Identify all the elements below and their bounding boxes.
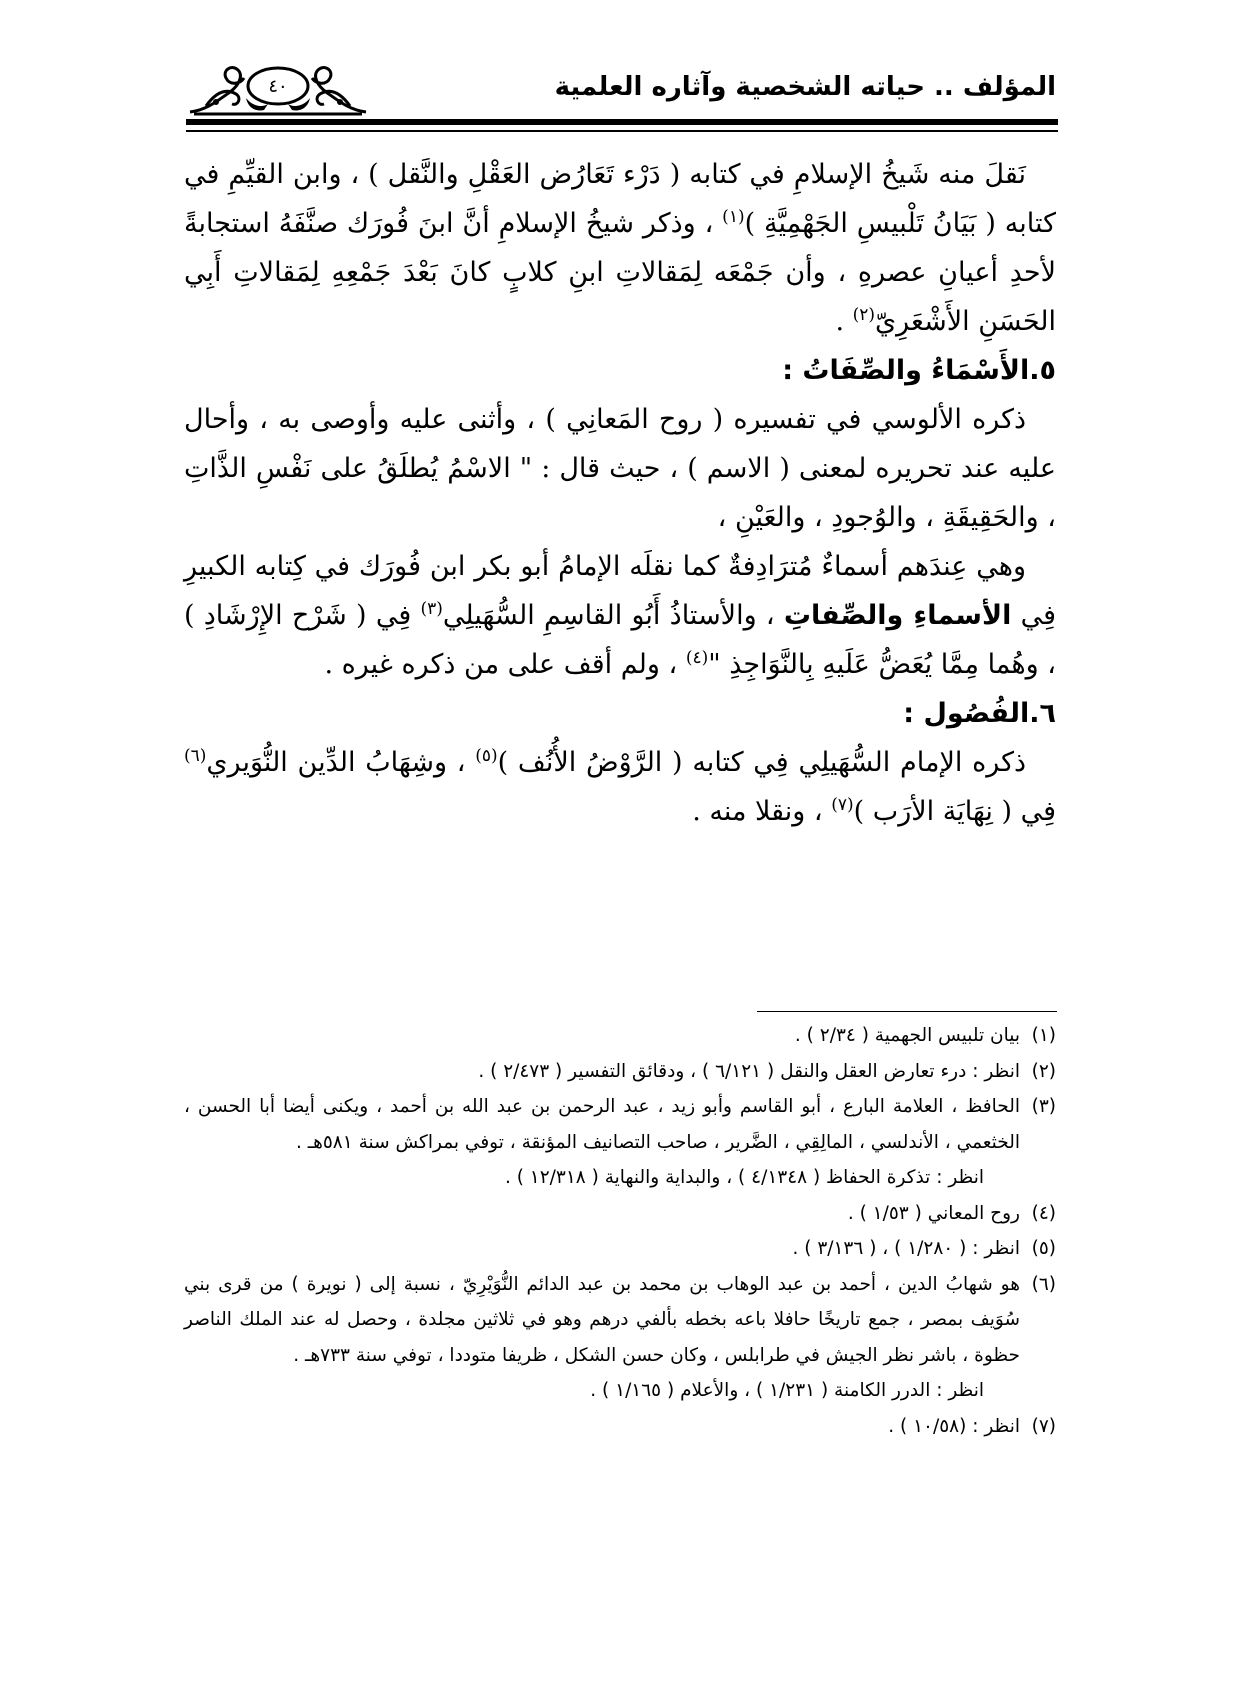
- footnote-1: [184, 1018, 1056, 1054]
- header-rule-thick: [186, 119, 1058, 125]
- paragraph-3: [184, 542, 1056, 689]
- paragraph-text: فِي ( نِهَايَة الأرَب ): [853, 796, 1056, 827]
- paragraph-text: وهي عِندَهم أسماءٌ مُترَادِفةٌ كما نقلَه الإمامُ أبو بكر ابن فُورَك في كِتابه الكبيرِ فِي: [184, 551, 1057, 631]
- footnote-2: [184, 1054, 1056, 1090]
- paragraph-2: ذكره الألوسي في تفسيره ( روح المَعانِي ) ، وأثنى عليه وأوصى به ، وأحال عليه عند تحريره لمعنى ( الاسم ) ، حيث قال : " الاسْمُ يُطلَقُ على نَفْسِ الذَّاتِ ، والحَقِيقَةِ ، والوُجودِ ، والعَيْنِ ،: [184, 404, 1056, 533]
- footnote-number: (٤): [1031, 1202, 1056, 1224]
- footnote-ref-1[interactable]: (١): [722, 207, 745, 227]
- footnote-ref-5[interactable]: (٥): [475, 746, 498, 766]
- footnote-number: (٥): [1031, 1238, 1056, 1259]
- footnote-text: انظر : ( ١/٢٨٠ ) ، ( ٣/١٣٦ ) .: [792, 1238, 1020, 1259]
- running-header-title: المؤلف .. حياته الشخصية وآثاره العلمية: [554, 72, 1056, 102]
- footnote-6: [184, 1267, 1056, 1374]
- footnote-5: [184, 1231, 1056, 1267]
- footnotes: [184, 1018, 1056, 1444]
- footnote-number: (٢): [1031, 1060, 1056, 1082]
- paragraph-text: نَقلَ منه شَيخُ الإسلامِ في كتابه ( دَرْء تَعَارُض العَقْلِ والنَّقل ) ، وابن القيِّمِ في كتابه ( بَيَانُ تَلْبيسِ الجَهْمِيَّةِ ): [184, 159, 1056, 239]
- paragraph-4: [184, 738, 1056, 836]
- footnote-3-reference: انظر : تذكرة الحفاظ ( ٤/١٣٤٨ ) ، والبداية والنهاية ( ١٢/٣١٨ ) .: [504, 1167, 984, 1188]
- header-rule-thin: [186, 130, 1058, 132]
- footnote-ref-6[interactable]: (٦): [184, 746, 207, 766]
- paragraph-text: ، ونقلا منه .: [692, 796, 832, 827]
- footnote-6-reference: انظر : الدرر الكامنة ( ١/٢٣١ ) ، والأعلام ( ١/١٦٥ ) .: [590, 1380, 984, 1401]
- paragraph-text: فِي ( شَرْح الإِرْشَادِ ) ، وهُما مِمَّا يُعَضُّ عَلَيهِ بِالنَّوَاجِذِ ": [184, 600, 1056, 680]
- footnote-ref-2[interactable]: (٢): [852, 305, 876, 325]
- paragraph-text: ذكره الإمام السُّهَيلِي فِي كتابه ( الرَّوْضُ الأُنُف ): [497, 747, 1026, 778]
- footnote-4: [184, 1196, 1056, 1232]
- footnote-number: (٧): [1031, 1415, 1056, 1437]
- footnote-number: (١): [1031, 1025, 1056, 1046]
- book-title-emphasis: الأسماءِ والصِّفاتِ: [783, 600, 1012, 631]
- paragraph-1: [184, 150, 1056, 346]
- section-heading-6: ٦.الفُصُول :: [903, 698, 1056, 729]
- footnote-text: روح المعاني ( ١/٥٣ ) .: [847, 1202, 1020, 1224]
- footnote-number: (٦): [1031, 1273, 1056, 1295]
- footnote-ref-3[interactable]: (٣): [420, 599, 443, 619]
- main-text: [184, 150, 1056, 836]
- footnote-ref-4[interactable]: (٤): [685, 648, 709, 668]
- paragraph-text: ، وذكر شيخُ الإسلامِ أنَّ ابنَ فُورَك صنَّفَهُ استجابةً لأحدِ أعيانِ عصرهِ ، وأن جَمْعَه لِمَقالاتِ ابنِ كلابٍ كانَ بَعْدَ جَمْعِهِ لِمَقالاتِ أَبِي الحَسَنِ الأَشْعَرِيّ: [184, 208, 1056, 337]
- footnote-3: [184, 1089, 1056, 1160]
- page-number: ٤٠: [268, 76, 288, 97]
- footnote-text: الحافظ ، العلامة البارع ، أبو القاسم وأبو زيد ، عبد الرحمن بن عبد الله بن أحمد ، ويكنى أيضا أبا الحسن ، الخثعمي ، الأندلسي ، المالِقِي ، الضَّرير ، صاحب التصانيف المؤنقة ، توفي بمراكش سنة ٥٨١هـ .: [184, 1096, 1020, 1153]
- section-heading-5: ٥.الأَسْمَاءُ والصِّفَاتُ :: [782, 355, 1056, 386]
- footnote-7: [184, 1409, 1056, 1445]
- paragraph-text: ، وشِهَابُ الدِّين النُّوَيري: [206, 747, 476, 778]
- footnote-number: (٣): [1031, 1096, 1056, 1117]
- paragraph-text: .: [835, 306, 853, 337]
- footnote-text: انظر : (١٠/٥٨ ) .: [888, 1415, 1020, 1437]
- paragraph-text: ، والأستاذُ أَبُو القاسِمِ السُّهَيلِي: [442, 600, 784, 631]
- footnote-text: انظر : درء تعارض العقل والنقل ( ٦/١٢١ ) ، ودقائق التفسير ( ٢/٤٧٣ ) .: [478, 1060, 1020, 1082]
- footnote-ref-7[interactable]: (٧): [831, 795, 854, 815]
- footnote-text: هو شهابُ الدين ، أحمد بن عبد الوهاب بن محمد بن عبد الدائم النُّوَيْرِيّ ، نسبة إلى ( نويرة ) من قرى بني سُوَيف بمصر ، جمع تاريخًا حافلا باعه بخطه بألفي درهم وهو في ثلاثين مجلدة ، وحصل له عند الملك الناصر حظوة ، باشر نظر الجيش في طرابلس ، وكان حسن الشكل ، ظريفا متوددا ، توفي سنة ٧٣٣هـ .: [184, 1273, 1020, 1366]
- footnote-text: بيان تلبيس الجهمية ( ٢/٣٤ ) .: [794, 1025, 1020, 1046]
- footnote-separator: [757, 1011, 1057, 1012]
- paragraph-text: ، ولم أقف على من ذكره غيره .: [324, 649, 686, 680]
